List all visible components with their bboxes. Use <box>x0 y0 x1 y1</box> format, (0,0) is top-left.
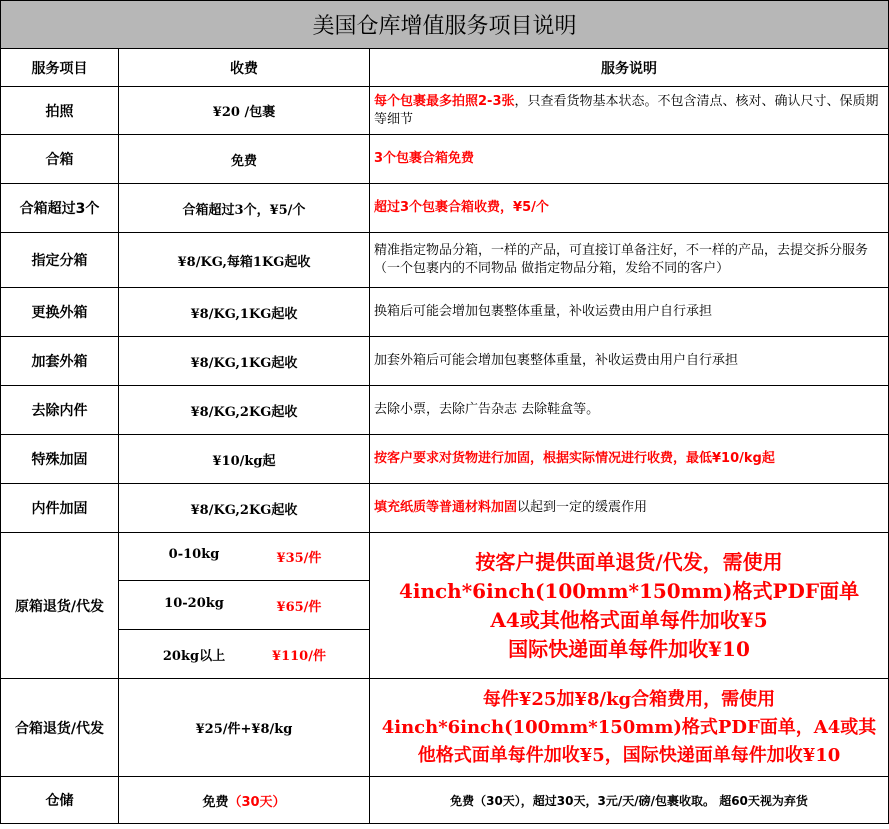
header-fee: 收费 <box>119 49 370 87</box>
header-desc: 服务说明 <box>370 49 889 87</box>
row-fee: ¥8/KG,每箱1KG起收 <box>119 233 370 288</box>
tier-cell <box>119 533 370 581</box>
row-desc: 去除小票，去除广告杂志 去除鞋盒等。 <box>370 386 889 435</box>
desc-text: 超60天视为弃货 <box>715 793 808 808</box>
row-desc: 精准指定物品分箱，一样的产品，可直接订单备注好，不一样的产品，去提交拆分服务（一个包裹内的不同物品 做指定物品分箱，发给不同的客户） <box>370 233 889 288</box>
row-fee: ¥8/KG,2KG起收 <box>119 386 370 435</box>
row-name: 拍照 <box>1 87 119 135</box>
tier-price: ¥110/件 <box>272 648 326 664</box>
row-desc <box>370 484 889 533</box>
desc-highlight: 免费（30天），超过30天，3元/天/磅/包裹收取。 <box>450 793 716 808</box>
row-name: 合箱 <box>1 135 119 184</box>
desc-highlight: 每个包裹最多拍照2-3张 <box>374 93 515 109</box>
row-fee: ¥20 /包裹 <box>119 87 370 135</box>
desc-text: ，只查看货物基本状态。不包含清点、核对、确认尺寸、保质期等细节 <box>374 93 879 127</box>
combine-return-desc <box>370 679 889 777</box>
table-row <box>1 484 889 533</box>
row-desc <box>370 135 889 184</box>
row-name: 内件加固 <box>1 484 119 533</box>
combine-return-line: 4inch*6inch(100mm*150mm)格式PDF面单，A4或其 <box>381 716 877 738</box>
row-name: 合箱退货/代发 <box>1 679 119 777</box>
row-fee: 合箱超过3个，¥5/个 <box>119 184 370 233</box>
row-desc: 加套外箱后可能会增加包裹整体重量，补收运费由用户自行承担 <box>370 337 889 386</box>
row-desc <box>370 777 889 824</box>
row-name: 去除内件 <box>1 386 119 435</box>
table-row <box>1 135 889 184</box>
tier-range: 20kg以上 <box>162 648 226 664</box>
combine-return-line: 他格式面单每件加收¥5，国际快递面单每件加收¥10 <box>417 744 841 766</box>
table-row <box>1 233 889 288</box>
tier-price: ¥35/件 <box>276 551 322 566</box>
return-desc-line: 国际快递面单每件加收¥10 <box>508 636 750 661</box>
row-name: 原箱退货/代发 <box>1 533 119 679</box>
table-row <box>1 386 889 435</box>
tier-price: ¥65/件 <box>276 599 322 615</box>
row-fee <box>119 777 370 824</box>
row-fee: ¥25/件+¥8/kg <box>119 679 370 777</box>
desc-highlight: 超过3个包裹合箱收费，¥5/个 <box>374 200 549 215</box>
table-row <box>1 337 889 386</box>
return-desc-line: 4inch*6inch(100mm*150mm)格式PDF面单 <box>398 578 860 603</box>
fee-days: （30天） <box>228 794 286 810</box>
table-row <box>1 533 889 581</box>
table-row <box>1 435 889 484</box>
header-item: 服务项目 <box>1 49 119 87</box>
return-desc-line: A4或其他格式面单每件加收¥5 <box>490 607 768 632</box>
fee-free: 免费 <box>202 794 229 810</box>
table-row <box>1 184 889 233</box>
table-row <box>1 288 889 337</box>
desc-highlight: 3个包裹合箱免费 <box>374 151 475 166</box>
combine-return-line: 每件¥25加¥8/kg合箱费用，需使用 <box>482 688 776 710</box>
tier-range: 0-10kg <box>168 547 220 562</box>
row-desc <box>370 435 889 484</box>
row-fee: ¥10/kg起 <box>119 435 370 484</box>
row-fee: ¥8/KG,2KG起收 <box>119 484 370 533</box>
row-name: 特殊加固 <box>1 435 119 484</box>
tier-range: 10-20kg <box>164 595 224 611</box>
row-fee: 免费 <box>119 135 370 184</box>
tier-cell <box>119 581 370 630</box>
desc-text: 以起到一定的缓震作用 <box>517 500 648 515</box>
row-name: 加套外箱 <box>1 337 119 386</box>
table-row <box>1 87 889 135</box>
row-desc: 换箱后可能会增加包裹整体重量，补收运费由用户自行承担 <box>370 288 889 337</box>
table-row <box>1 679 889 777</box>
row-name: 合箱超过3个 <box>1 184 119 233</box>
row-fee: ¥8/KG,1KG起收 <box>119 337 370 386</box>
table-row <box>1 777 889 824</box>
row-name: 更换外箱 <box>1 288 119 337</box>
return-desc-line: 按客户提供面单退货/代发，需使用 <box>475 549 783 574</box>
desc-highlight: 按客户要求对货物进行加固，根据实际情况进行收费，最低¥10/kg起 <box>374 451 775 466</box>
row-desc <box>370 184 889 233</box>
row-name: 仓储 <box>1 777 119 824</box>
tier-cell <box>119 630 370 679</box>
desc-highlight: 填充纸质等普通材料加固 <box>374 500 518 515</box>
row-desc <box>370 87 889 135</box>
return-desc <box>370 533 889 679</box>
sheet-title: 美国仓库增值服务项目说明 <box>1 1 889 49</box>
row-fee: ¥8/KG,1KG起收 <box>119 288 370 337</box>
row-name: 指定分箱 <box>1 233 119 288</box>
